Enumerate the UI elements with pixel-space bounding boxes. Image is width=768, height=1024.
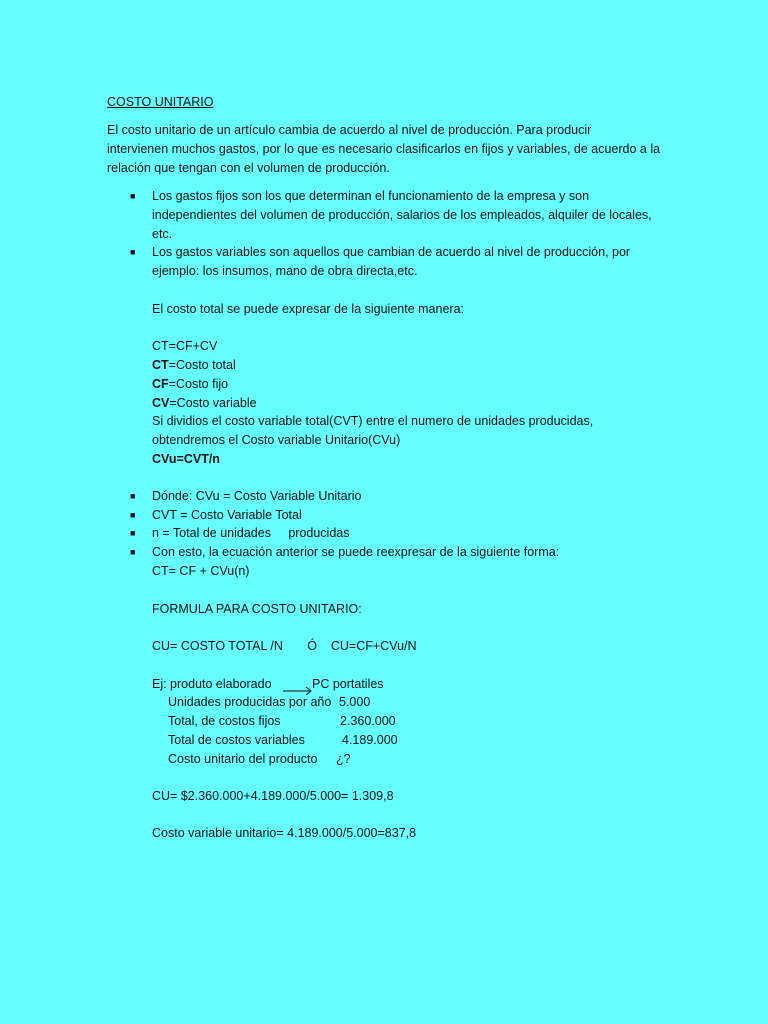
bullet-marker: ■ bbox=[130, 491, 136, 501]
bullet1-line-2: independientes del volumen de producción, salarios de los empleados, alquiler de locales, bbox=[152, 208, 652, 222]
total-intro: El costo total se puede expresar de la siguiente manera: bbox=[152, 302, 464, 316]
def-cf: CF=Costo fijo bbox=[152, 377, 229, 391]
example-row-value: ¿? bbox=[336, 752, 351, 766]
example-row-label: Total, de costos fijos bbox=[168, 714, 281, 728]
example-row-value: 5.000 bbox=[339, 695, 371, 709]
divide-line-1: Si dividios el costo variable total(CVT) entre el numero de unidades producidas, bbox=[152, 414, 594, 428]
bullet-marker: ■ bbox=[130, 528, 136, 538]
example-product: PC portatiles bbox=[312, 677, 384, 691]
def-ct: CT=Costo total bbox=[152, 358, 236, 372]
cvu-formula: CVu=CVT/n bbox=[152, 452, 220, 466]
document-title: COSTO UNITARIO bbox=[107, 95, 214, 109]
bullet2-line-1: Los gastos variables son aquellos que cambian de acuerdo al nivel de producción, por bbox=[152, 245, 631, 259]
bullet-donde: Dónde: CVu = Costo Variable Unitario bbox=[152, 489, 362, 503]
example-row-value: 4.189.000 bbox=[342, 733, 398, 747]
bullet-cvt: CVT = Costo Variable Total bbox=[152, 508, 302, 522]
cu-calculation: CU= $2.360.000+4.189.000/5.000= 1.309,8 bbox=[152, 789, 394, 803]
bullet2-line-2: ejemplo: los insumos, mano de obra directa,etc. bbox=[152, 264, 418, 278]
example-row-label: Costo unitario del producto bbox=[168, 752, 318, 766]
bullet1-line-3: etc. bbox=[152, 227, 173, 241]
def-cv: CV=Costo variable bbox=[152, 396, 257, 410]
bullet-marker: ■ bbox=[130, 191, 136, 201]
example-row-value: 2.360.000 bbox=[340, 714, 396, 728]
formula-title: FORMULA PARA COSTO UNITARIO: bbox=[152, 602, 362, 616]
bullet-marker: ■ bbox=[130, 510, 136, 520]
ct-reexpressed: CT= CF + CVu(n) bbox=[152, 564, 250, 578]
example-lead: Ej: produto elaborado bbox=[152, 677, 272, 691]
intro-line-2: intervienen muchos gastos, por lo que es necesario clasificarlos en fijos y variables, de acuerdo a la bbox=[107, 142, 661, 156]
cu-formula: CU= COSTO TOTAL /N Ó CU=CF+CVu/N bbox=[152, 639, 417, 653]
divide-line-2: obtendremos el Costo variable Unitario(CVu) bbox=[152, 433, 401, 447]
formula-ct: CT=CF+CV bbox=[152, 339, 218, 353]
bullet-marker: ■ bbox=[130, 247, 136, 257]
example-row-label: Unidades producidas por año bbox=[168, 695, 332, 709]
bullet1-line-1: Los gastos fijos son los que determinan el funcionamiento de la empresa y son bbox=[152, 189, 590, 203]
bullet-reexpress: Con esto, la ecuación anterior se puede reexpresar de la siguiente forma: bbox=[152, 545, 560, 559]
intro-line-3: relación que tengan con el volumen de producción. bbox=[107, 161, 390, 175]
cv-calculation: Costo variable unitario= 4.189.000/5.000=837,8 bbox=[152, 826, 417, 840]
bullet-n: n = Total de unidades producidas bbox=[152, 526, 350, 540]
intro-line-1: El costo unitario de un artículo cambia de acuerdo al nivel de producción. Para producir bbox=[107, 123, 592, 137]
bullet-marker: ■ bbox=[130, 547, 136, 557]
example-row-label: Total de costos variables bbox=[168, 733, 305, 747]
